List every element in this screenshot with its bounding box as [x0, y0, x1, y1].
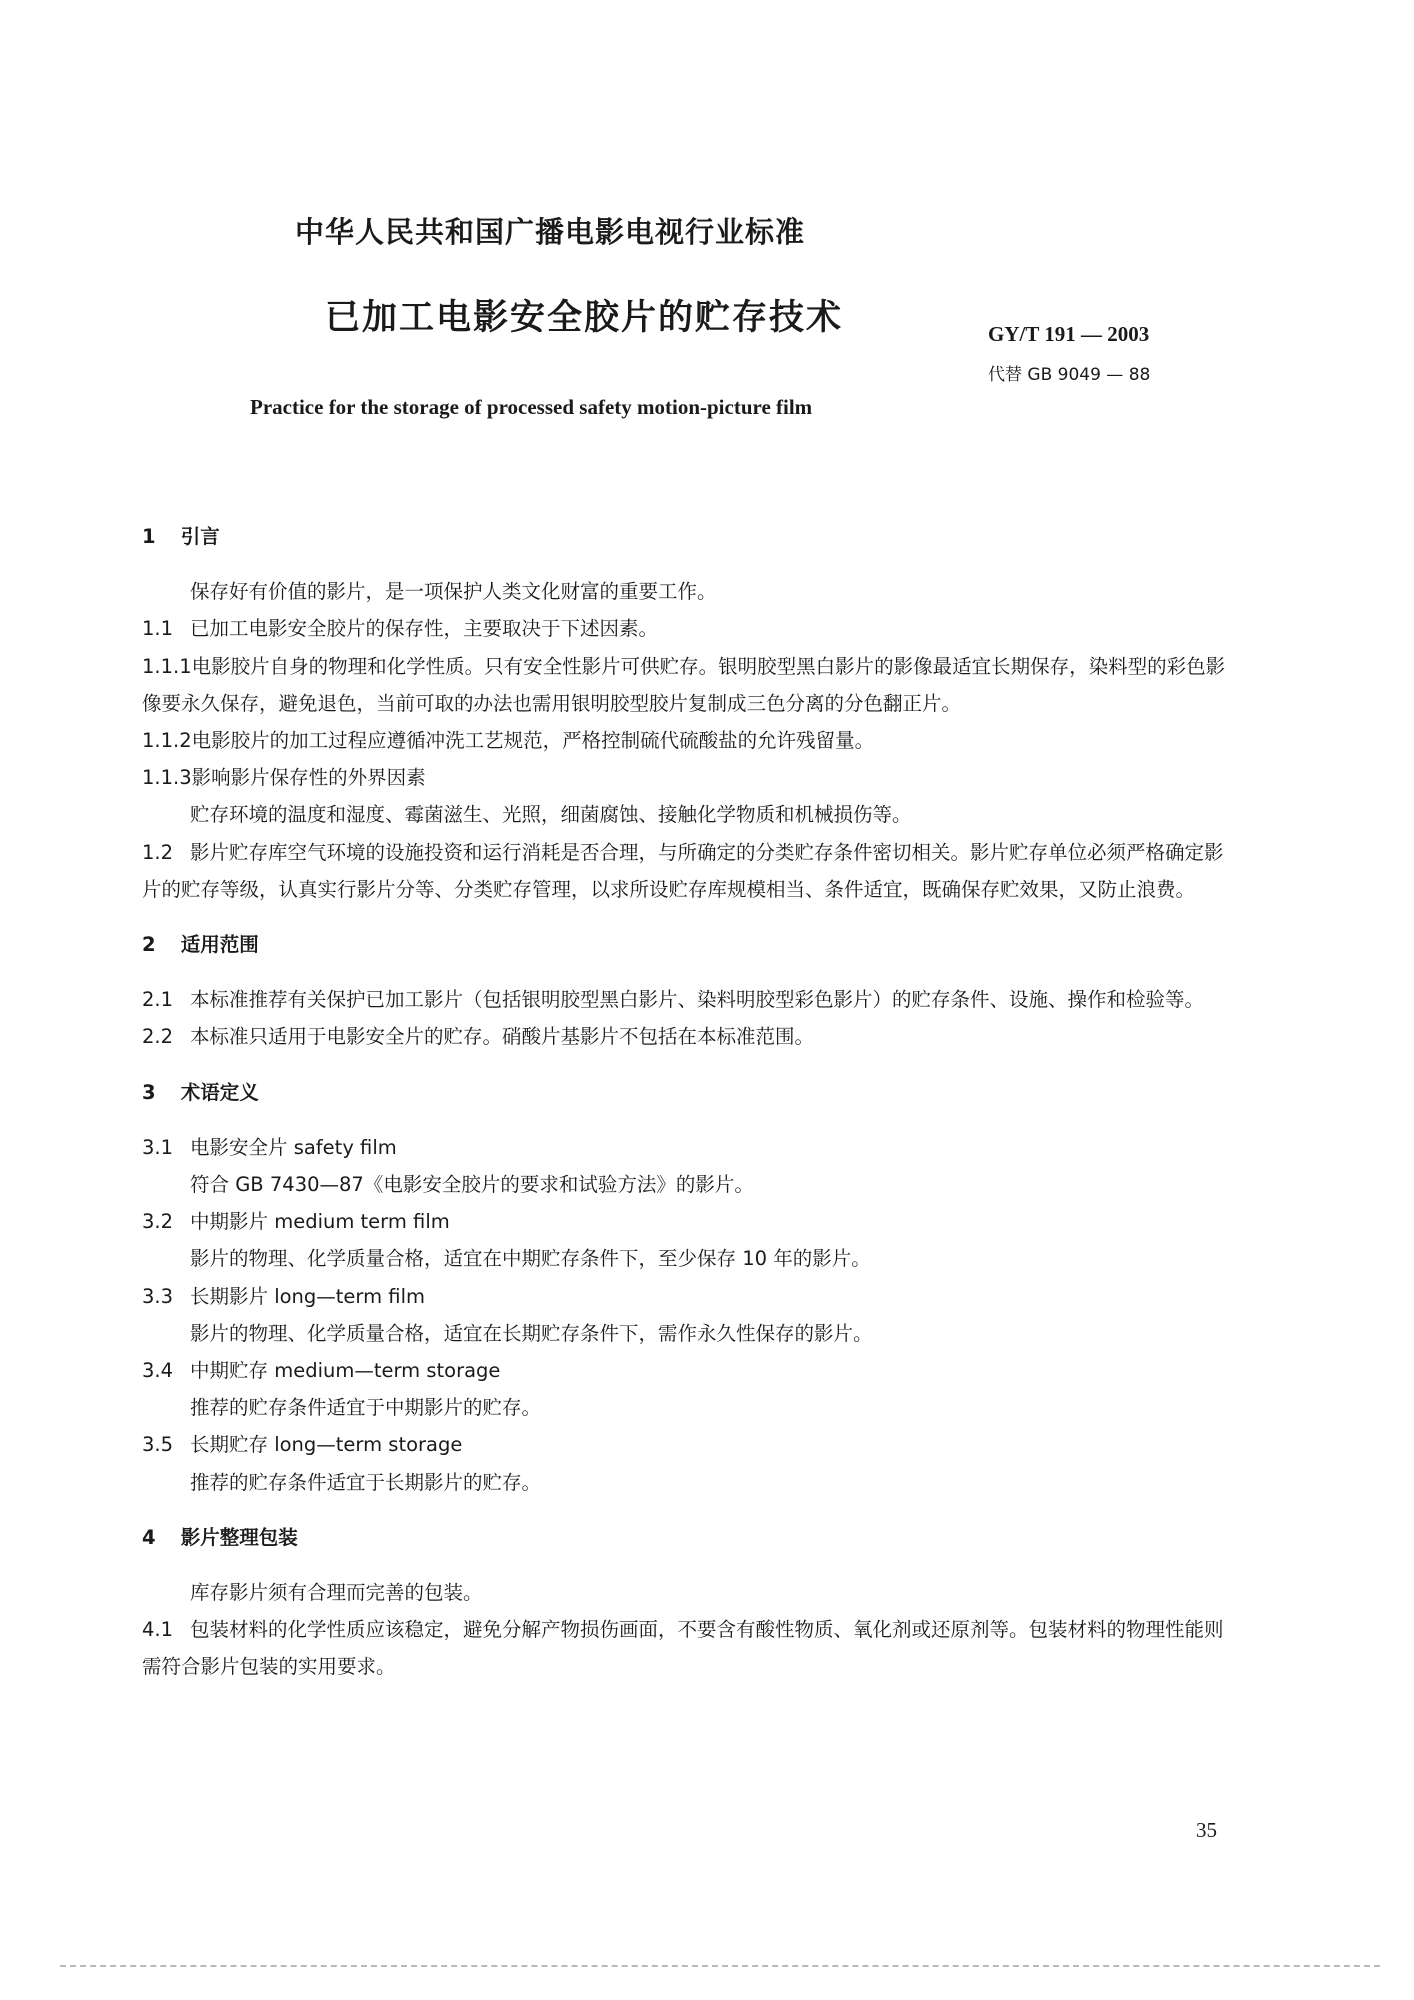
clause-text: 中期贮存 medium—term storage	[190, 1359, 501, 1383]
standard-category-heading: 中华人民共和国广播电影电视行业标准	[295, 215, 806, 249]
clause-3-1	[142, 1129, 1242, 1166]
clause-3-4-body: 推荐的贮存条件适宜于中期影片的贮存。	[190, 1396, 542, 1420]
section-title: 影片整理包装	[180, 1525, 298, 1549]
section-heading-2	[142, 926, 1242, 963]
section-1-intro: 保存好有价值的影片，是一项保护人类文化财富的重要工作。	[190, 580, 717, 604]
document-title: 已加工电影安全胶片的贮存技术	[325, 298, 844, 338]
clause-number: 2.2	[142, 1025, 174, 1049]
clause-4-1	[142, 1611, 1242, 1685]
clause-number: 3.3	[142, 1284, 174, 1308]
clause-1-1-1	[142, 648, 1242, 722]
clause-number: 1.1	[142, 617, 174, 641]
clause-1-2	[142, 834, 1242, 908]
clause-1-1-3-body: 贮存环境的温度和湿度、霉菌滋生、光照，细菌腐蚀、接触化学物质和机械损伤等。	[190, 803, 912, 827]
clause-text: 长期影片 long—term film	[190, 1284, 425, 1308]
clause-2-2	[142, 1018, 1242, 1055]
section-title: 术语定义	[180, 1080, 259, 1104]
clause-text: 本标准推荐有关保护已加工影片（包括银明胶型黑白影片、染料明胶型彩色影片）的贮存条件、设施、操作和检验等。	[190, 988, 1205, 1012]
section-number: 1	[142, 525, 156, 548]
clause-2-1	[142, 981, 1242, 1018]
clause-3-3-body: 影片的物理、化学质量合格，适宜在长期贮存条件下，需作永久性保存的影片。	[190, 1321, 873, 1345]
clause-text: 电影安全片 safety film	[190, 1135, 397, 1159]
clause-3-2-body: 影片的物理、化学质量合格，适宜在中期贮存条件下，至少保存 10 年的影片。	[190, 1247, 871, 1271]
clause-3-5	[142, 1426, 1242, 1463]
section-heading-1	[142, 518, 1242, 555]
clause-text: 已加工电影安全胶片的保存性，主要取决于下述因素。	[190, 617, 659, 641]
clause-text: 中期影片 medium term film	[190, 1210, 450, 1234]
clause-3-2	[142, 1203, 1242, 1240]
clause-1-1	[142, 610, 1242, 647]
english-title: Practice for the storage of processed safety motion-picture film	[250, 395, 813, 419]
page-number: 35	[1196, 1818, 1217, 1842]
clause-text: 电影胶片的加工过程应遵循冲洗工艺规范，严格控制硫代硫酸盐的允许残留量。	[191, 729, 875, 753]
clause-3-5-body: 推荐的贮存条件适宜于长期影片的贮存。	[190, 1470, 542, 1494]
clause-3-4	[142, 1352, 1242, 1389]
section-number: 4	[142, 1525, 156, 1549]
replaces-standard-note: 代替 GB 9049 — 88	[988, 365, 1151, 385]
section-number: 3	[142, 1080, 156, 1104]
clause-text: 电影胶片自身的物理和化学性质。只有安全性影片可供贮存。银明胶型黑白影片的影像最适宜长期保存，染料型的彩色影像要永久保存，避免退色，当前可取的办法也需用银明胶型胶片复制成三色分离的分色翻正片。	[142, 654, 1226, 715]
clause-1-1-2	[142, 722, 1242, 759]
section-heading-4	[142, 1519, 1242, 1556]
clause-number: 1.1.1	[142, 654, 192, 678]
clause-text: 本标准只适用于电影安全片的贮存。硝酸片基影片不包括在本标准范围。	[190, 1025, 815, 1049]
clause-number: 3.2	[142, 1210, 174, 1234]
document-body	[142, 518, 1242, 1686]
section-4-intro: 库存影片须有合理而完善的包装。	[190, 1581, 483, 1605]
section-title: 适用范围	[180, 933, 259, 957]
clause-number: 3.1	[142, 1135, 174, 1159]
clause-text: 影响影片保存性的外界因素	[191, 766, 426, 790]
clause-number: 3.5	[142, 1433, 174, 1457]
clause-text: 长期贮存 long—term storage	[190, 1433, 463, 1457]
clause-text: 影片贮存库空气环境的设施投资和运行消耗是否合理，与所确定的分类贮存条件密切相关。影片贮存单位必须严格确定影片的贮存等级，认真实行影片分等、分类贮存管理，以求所设贮存库规模相当、条件适宜，既确保存贮效果，又防止浪费。	[142, 840, 1224, 901]
clause-number: 1.1.2	[142, 729, 192, 753]
section-number: 2	[142, 933, 156, 957]
clause-number: 1.1.3	[142, 766, 192, 790]
scan-artifact-divider	[60, 1965, 1380, 1967]
clause-number: 3.4	[142, 1359, 174, 1383]
section-title: 引言	[180, 525, 220, 548]
clause-text: 包装材料的化学性质应该稳定，避免分解产物损伤画面，不要含有酸性物质、氧化剂或还原剂等。包装材料的物理性能则需符合影片包装的实用要求。	[142, 1618, 1224, 1679]
clause-3-1-body: 符合 GB 7430—87《电影安全胶片的要求和试验方法》的影片。	[190, 1173, 754, 1197]
clause-1-1-3	[142, 759, 1242, 796]
clause-number: 2.1	[142, 988, 174, 1012]
clause-number: 4.1	[142, 1618, 174, 1642]
clause-number: 1.2	[142, 840, 174, 864]
clause-3-3	[142, 1278, 1242, 1315]
section-heading-3	[142, 1074, 1242, 1111]
standard-code: GY/T 191 — 2003	[988, 322, 1150, 346]
